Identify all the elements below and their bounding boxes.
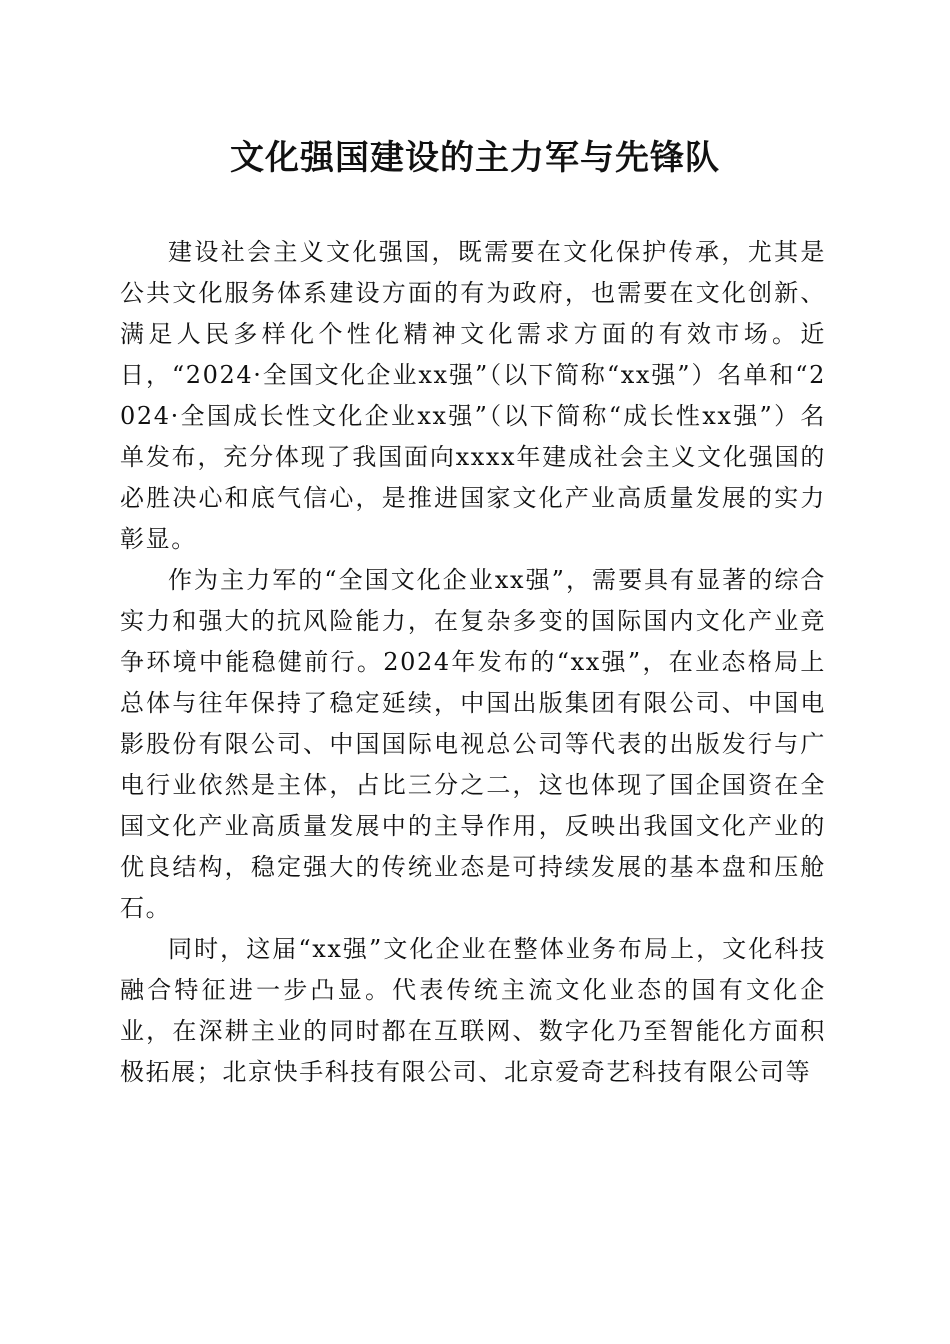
paragraph-2: 作为主力军的“全国文化企业xx强”，需要具有显著的综合实力和强大的抗风险能力，在复杂多变的国际国内文化产业竞争环境中能稳健前行。2024年发布的“xx强”，在业态格局上总体与往年保持了稳定延续，中国出版集团有限公司、中国电影股份有限公司、中国国际电视总公司等代表的出版发行与广电行业依然是主体，占比三分之二，这也体现了国企国资在全国文化产业高质量发展中的主导作用，反映出我国文化产业的优良结构，稳定强大的传统业态是可持续发展的基本盘和压舱石。: [120, 566, 826, 922]
document-body: [120, 232, 826, 1093]
document-title: 文化强国建设的主力军与先锋队: [230, 138, 720, 178]
paragraph-1: 建设社会主义文化强国，既需要在文化保护传承，尤其是公共文化服务体系建设方面的有为政府，也需要在文化创新、满足人民多样化个性化精神文化需求方面的有效市场。近日，“2024·全国文化企业xx强”（以下简称“xx强”）名单和“2024·全国成长性文化企业xx强”（以下简称“成长性xx强”）名单发布，充分体现了我国面向xxxx年建成社会主义文化强国的必胜决心和底气信心，是推进国家文化产业高质量发展的实力彰显。: [120, 238, 826, 553]
paragraph-3: 同时，这届“xx强”文化企业在整体业务布局上，文化科技融合特征进一步凸显。代表传统主流文化业态的国有文化企业，在深耕主业的同时都在互联网、数字化乃至智能化方面积极拓展；北京快手科技有限公司、北京爱奇艺科技有限公司等: [120, 935, 826, 1086]
